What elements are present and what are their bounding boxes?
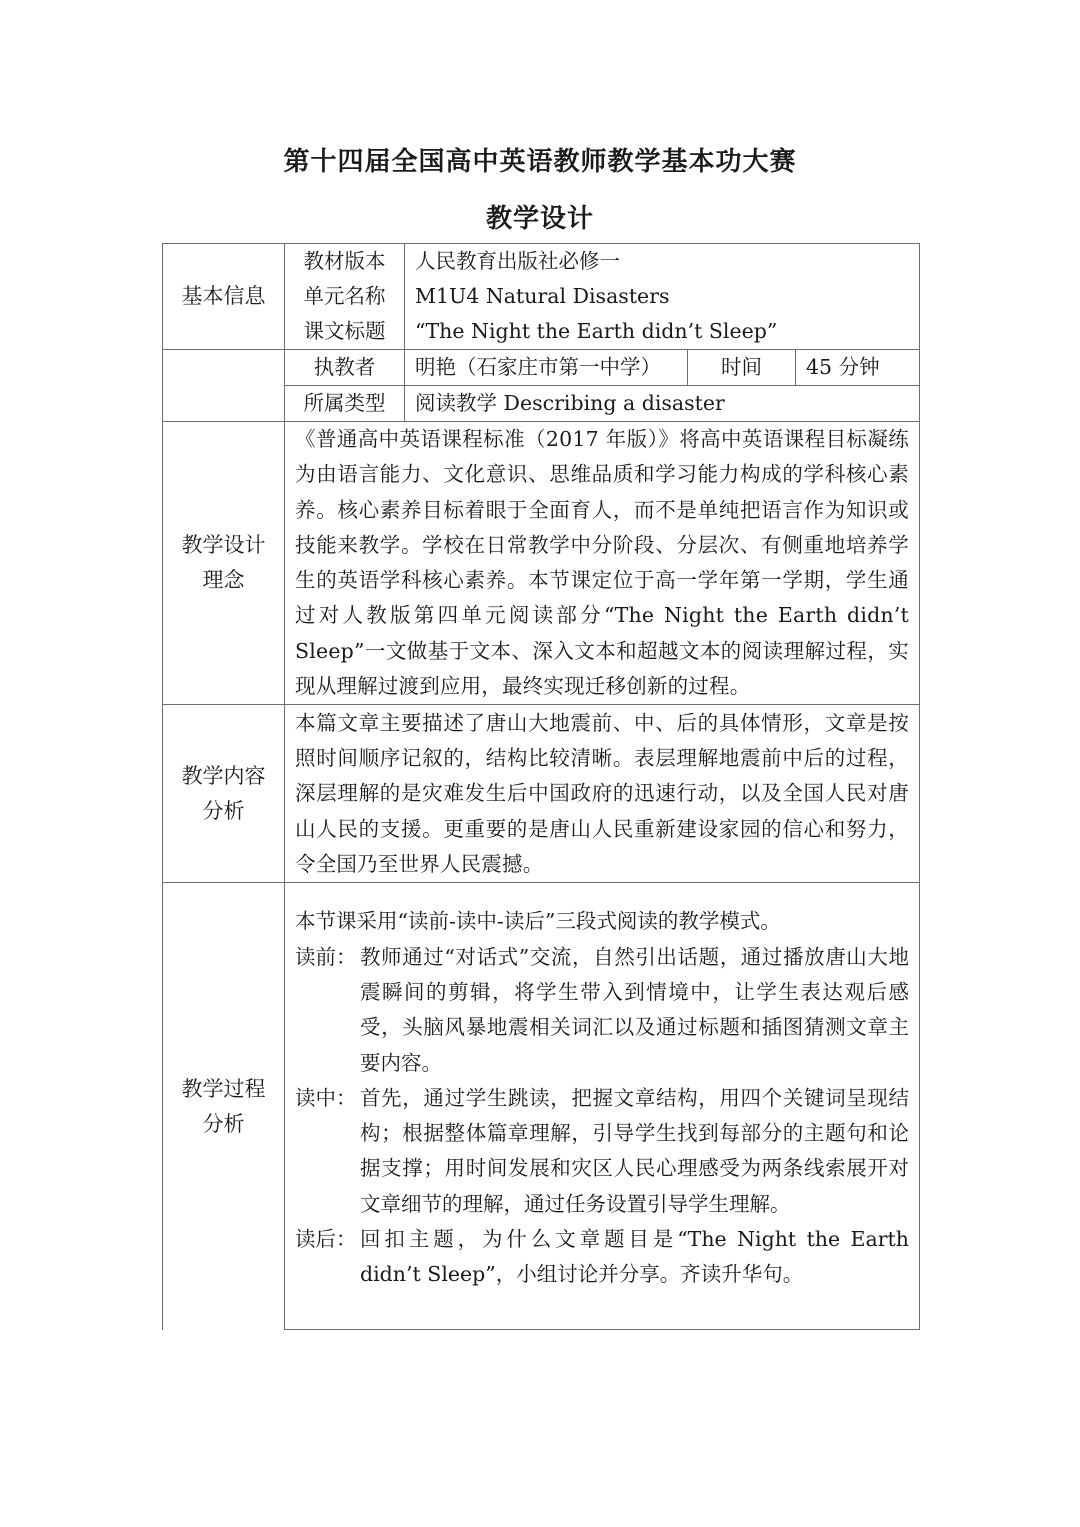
content-analysis-label: 教学内容分析 — [163, 705, 285, 883]
process-analysis-content — [285, 883, 920, 1330]
step-label: 读中： — [295, 1085, 357, 1110]
design-concept-text: 《普通高中英语课程标准（2017 年版）》将高中英语课程目标凝练为由语言能力、文化意识、思维品质和学习能力构成的学科核心素养。核心素养目标着眼于全面育人，而不是单纯把语言作为知识或技能来教学。学校在日常教学中分阶段、分层次、有侧重地培养学生的英语学科核心素养。本节课定位于高一学年第一学期，学生通过对人教版第四单元阅读部分“The Night the Earth didn’t Sleep”一文做基于文本、深入文本和超越文本的阅读理解过程，实现从理解过渡到应用，最终实现迁移创新的过程。 — [285, 422, 920, 705]
process-analysis-label: 教学过程分析 — [163, 883, 285, 1330]
teacher-value: 明艳（石家庄市第一中学） — [405, 350, 688, 386]
textbook-value: 人民教育出版社必修一 — [405, 244, 920, 280]
step-text: 回扣主题，为什么文章题目是“The Night the Earth didn’t Sleep”，小组讨论并分享。齐读升华句。 — [360, 1227, 909, 1287]
basic-info-label: 基本信息 — [163, 244, 285, 350]
process-intro: 本节课采用“读前-读中-读后”三段式阅读的教学模式。 — [295, 909, 781, 934]
table-row — [163, 422, 920, 705]
document-subtitle: 教学设计 — [485, 204, 594, 234]
content-analysis-text: 本篇文章主要描述了唐山大地震前、中、后的具体情形，文章是按照时间顺序记叙的，结构比较清晰。表层理解地震前中后的过程，深层理解的是灾难发生后中国政府的迅速行动，以及全国人民对唐山人民的支援。更重要的是唐山人民重新建设家园的信心和努力，令全国乃至世界人民震撼。 — [285, 705, 920, 883]
step-while-reading — [295, 1081, 909, 1222]
table-row — [163, 244, 920, 280]
step-text: 首先，通过学生跳读，把握文章结构，用四个关键词呈现结构；根据整体篇章理解，引导学生找到每部分的主题句和论据支撑；用时间发展和灾区人民心理感受为两条线索展开对文章细节的理解，通过任务设置引导学生理解。 — [360, 1085, 909, 1216]
textbook-label: 教材版本 — [285, 244, 405, 280]
step-pre-reading — [295, 940, 909, 1081]
table-row — [163, 883, 920, 1330]
type-label: 所属类型 — [285, 386, 405, 422]
document-title: 第十四届全国高中英语教师教学基本功大赛 — [283, 147, 797, 177]
lesson-design-table — [162, 243, 920, 1330]
unit-label: 单元名称 — [285, 279, 405, 314]
table-row — [163, 705, 920, 883]
unit-value: M1U4 Natural Disasters — [405, 279, 920, 314]
teacher-label: 执教者 — [285, 350, 405, 386]
table-row — [163, 350, 920, 386]
time-label: 时间 — [688, 350, 796, 386]
step-text: 教师通过“对话式”交流，自然引出话题，通过播放唐山大地震瞬间的剪辑，将学生带入到情境中，让学生表达观后感受，头脑风暴地震相关词汇以及通过标题和插图猜测文章主要内容。 — [360, 944, 909, 1075]
step-label: 读后： — [295, 1227, 357, 1252]
type-value: 阅读教学 Describing a disaster — [405, 386, 920, 422]
step-post-reading — [295, 1222, 909, 1293]
time-value: 45 分钟 — [796, 350, 920, 386]
lesson-title-label: 课文标题 — [285, 314, 405, 350]
step-label: 读前： — [295, 944, 357, 969]
lesson-title-value: “The Night the Earth didn’t Sleep” — [405, 314, 920, 350]
design-concept-label: 教学设计理念 — [163, 422, 285, 705]
